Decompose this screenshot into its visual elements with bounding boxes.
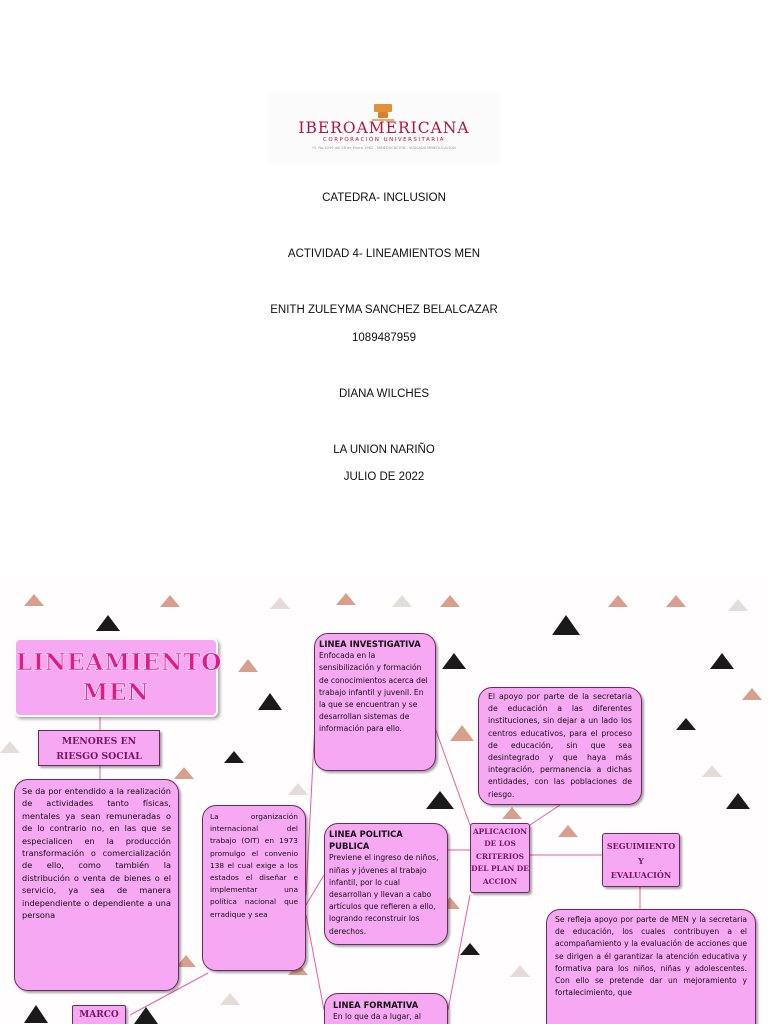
aplicacion-line-4: DEL PLAN DE	[471, 864, 529, 874]
mind-map-title	[14, 638, 223, 717]
student-id: 1089487959	[352, 332, 416, 344]
seguimiento-line-1: SEGUIMIENTO	[606, 841, 676, 851]
title-line-2: MEN	[82, 679, 150, 706]
menores-line-1: MENORES EN	[61, 736, 137, 747]
menores-line-2: RIESGO SOCIAL	[56, 751, 142, 762]
seguimiento-box	[602, 833, 680, 887]
aplicacion-line-1: APLICACION	[472, 827, 528, 836]
formativa-title: LINEA FORMATIVA	[333, 1000, 419, 1010]
linea-formativa-box	[324, 993, 448, 1024]
definition-box: Se da por entendido a la realización de actividades tanto físicas, mentales ya sean remuneradas o de lo contrario no, en las que se especialicen en la producción transformación o comercialización de ello, como también la distribución o venta de bienes o el servicio, ya sea de manera independiente o dependiente a una persona	[14, 779, 179, 991]
aplicacion-line-3: CRITERIOS	[476, 851, 524, 861]
apoyo-box: El apoyo por parte de la secretaria de educación a las diferentes instituciones, sin dejar a un lado los centros educativos, para el proceso de educación, sin que sea desintegrado y que haya más integración, permanencia a dichas entidades, con las poblaciones de riesgo.	[478, 687, 642, 805]
aplicacion-line-2: DE LOS	[484, 839, 516, 849]
logo-subtitle: CORPORACIÓN UNIVERSITARIA	[323, 137, 445, 143]
course-name: CATEDRA- INCLUSION	[322, 192, 446, 204]
seguimiento-line-2: Y	[638, 855, 644, 866]
aplicacion-line-5: ACCION	[482, 876, 518, 886]
university-logo	[268, 92, 500, 164]
student-name: ENITH ZULEYMA SANCHEZ BELALCAZAR	[270, 304, 498, 316]
investigativa-body: Enfocada en la sensibilización y formación de conocimientos acerca del trabajo infantil y juvenil. En la que se encuentran y se desarrollan sistemas de información para ello.	[319, 651, 428, 734]
investigativa-title: LINEA INVESTIGATIVA	[319, 639, 421, 649]
logo-tagline: P.J. No.1049 del 28 de Enero 1982 - MINEDUCACIÓN - VIGILADA MINEDUCACIÓN	[312, 146, 456, 150]
teacher-name: DIANA WILCHES	[338, 388, 430, 400]
oit-box: La organización internacional del trabajo (OIT) en 1973 promulgo el convenio 138 el cual exige a los estados el diseñar e implementar una política nacional que erradique y sea	[202, 805, 306, 971]
title-line-1: LINEAMIENTO	[16, 649, 223, 676]
mind-map-page	[0, 575, 768, 1024]
linea-investigativa-box	[314, 633, 436, 771]
politica-body: Previene el ingreso de niños, niñas y jóvenes al trabajo infantil, por lo cual desarrollan y llevan a cabo artículos que refieren a ello, logrando reconstruir los derechos.	[329, 853, 439, 936]
activity-name: ACTIVIDAD 4- LINEAMIENTOS MEN	[287, 248, 481, 260]
aplicacion-criterios-box	[470, 823, 530, 893]
formativa-body: En lo que da a lugar, al	[333, 1012, 421, 1022]
seguimiento-line-3: EVALUACIÓN	[610, 870, 672, 880]
marco-box: MARCO	[72, 1005, 126, 1024]
politica-title: LINEA POLITICA PUBLICA	[329, 829, 403, 852]
refleja-box: Se refleja apoyo por parte de MEN y la secretaria de educación, los cuales contribuyen a el acompañamiento y la evaluación de acciones que se dirigen a él garantizar la atención educativa y formativa para los niños, niñas y adolescentes. Con ello se pretende dar un mejoramiento y fortalecimiento, que	[546, 909, 756, 1024]
date: JULIO DE 2022	[343, 471, 425, 483]
city: LA UNION NARIÑO	[333, 444, 435, 456]
menores-riesgo-box	[38, 730, 160, 766]
logo-name: IBEROAMERICANA	[298, 119, 470, 137]
linea-politica-box	[324, 823, 448, 945]
